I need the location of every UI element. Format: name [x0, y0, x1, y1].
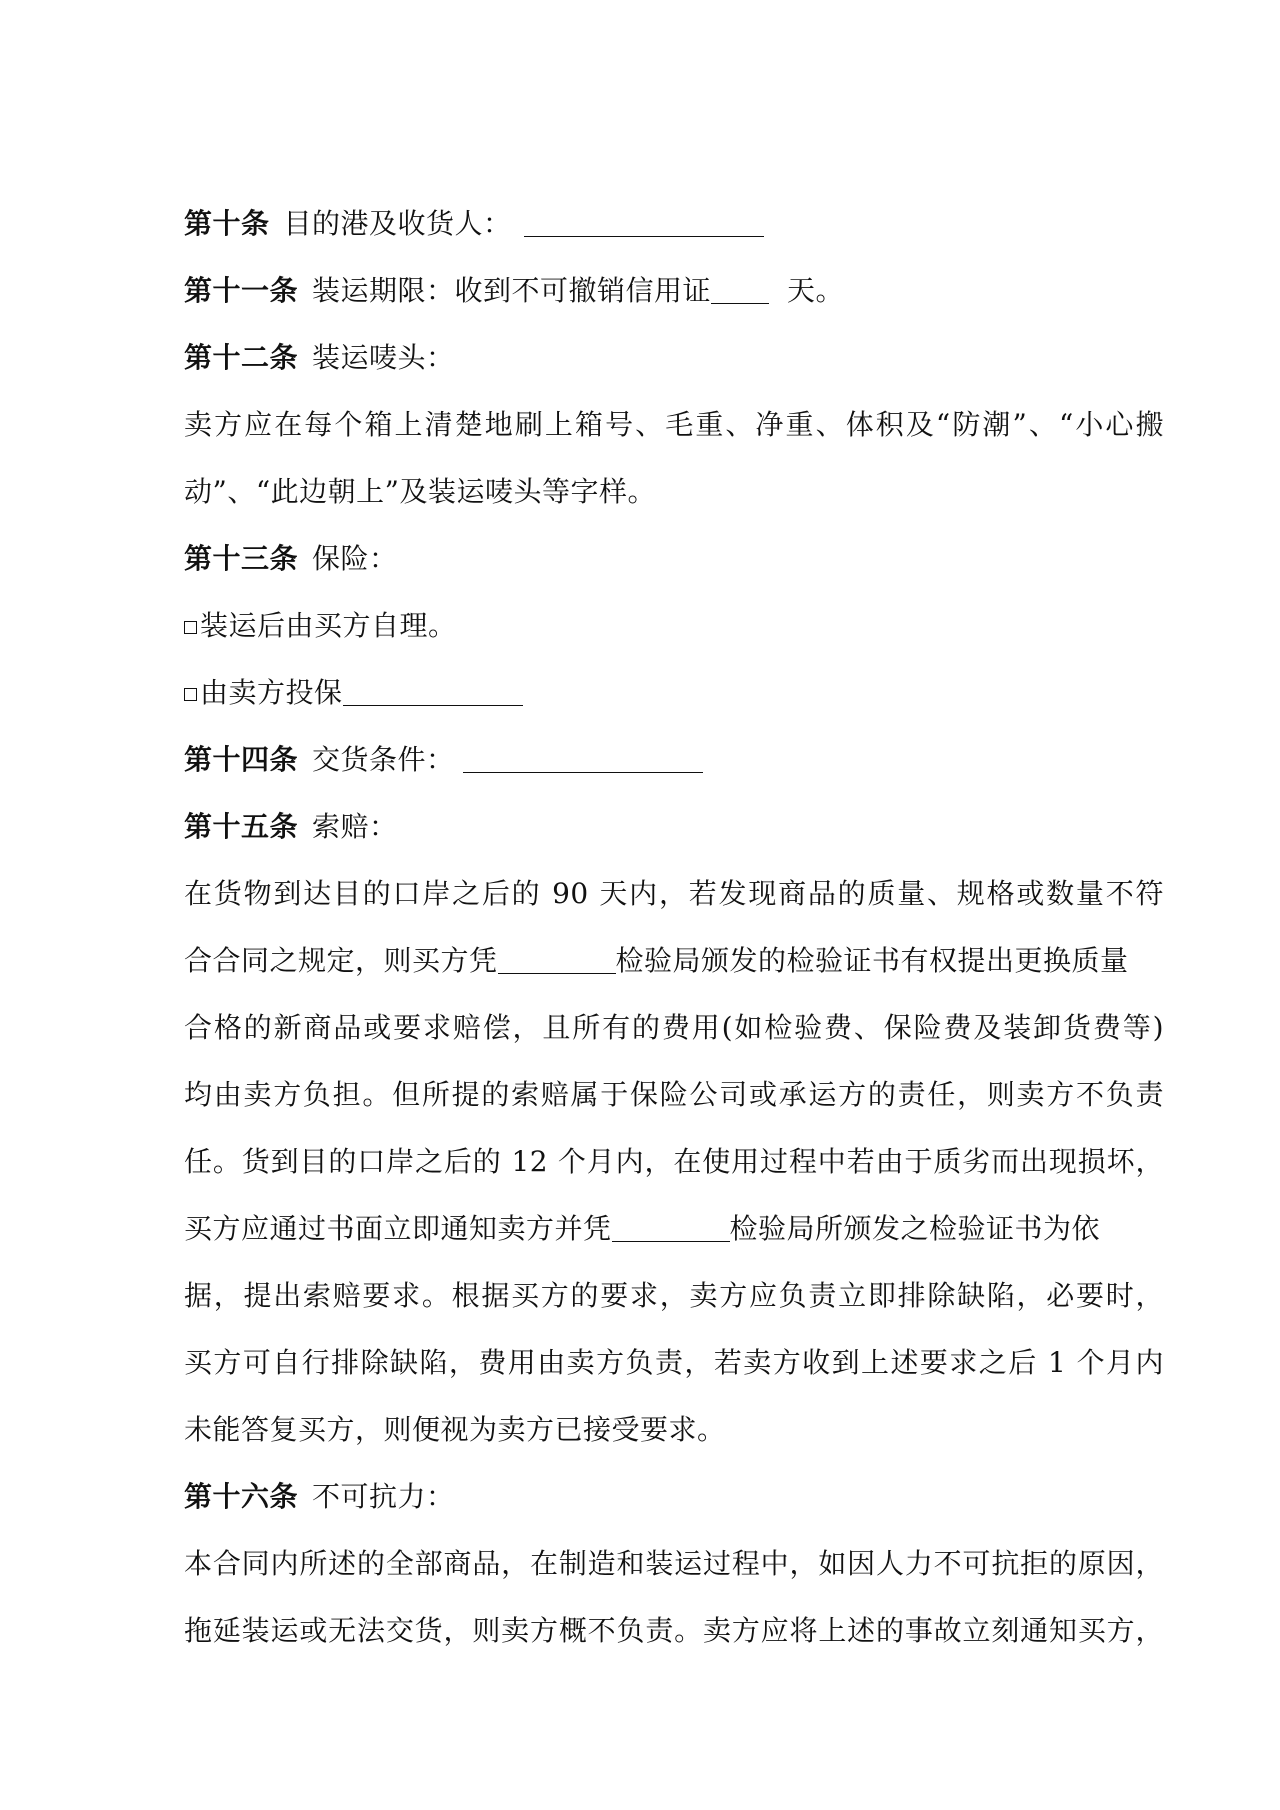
- paragraph-text: 检验局所颁发之检验证书为依: [729, 1212, 1101, 1245]
- paragraph-line: 未能答复买方，则便视为卖方已接受要求。: [184, 1413, 726, 1446]
- article-title: 保险：: [312, 542, 398, 575]
- paragraph-line: 在货物到达目的口岸之后的 90 天内，若发现商品的质量、规格或数量不符: [184, 877, 1164, 910]
- article-title: 交货条件：: [312, 743, 455, 776]
- article-title: 索赔：: [312, 810, 398, 843]
- insurance-option-seller[interactable]: [184, 659, 1164, 726]
- paragraph-line: 卖方应在每个箱上清楚地刷上箱号、毛重、净重、体积及“防潮”、“小心搬: [184, 408, 1164, 441]
- paragraph-line: 合格的新商品或要求赔偿，且所有的费用(如检验费、保险费及装卸货费等): [184, 1011, 1164, 1044]
- article-10: [184, 190, 1164, 257]
- article-number: 第十五条: [184, 810, 299, 843]
- article-title: 不可抗力：: [312, 1480, 455, 1513]
- paragraph-text: 检验局颁发的检验证书有权提出更换质量: [615, 944, 1129, 977]
- article-number: 第十三条: [184, 542, 299, 575]
- article-number: 第十二条: [184, 341, 299, 374]
- paragraph-line: 买方可自行排除缺陷，费用由卖方负责，若卖方收到上述要求之后 1 个月内: [184, 1346, 1164, 1379]
- option-label: 由卖方投保: [200, 676, 343, 709]
- contract-body: [184, 190, 1164, 1664]
- delivery-terms-blank[interactable]: [463, 744, 703, 773]
- article-title: 目的港及收货人：: [283, 207, 512, 240]
- insurance-option-buyer[interactable]: [184, 592, 1164, 659]
- shipment-days-blank[interactable]: [711, 275, 769, 304]
- checkbox-icon[interactable]: [184, 621, 197, 634]
- article-title: 装运唛头：: [312, 341, 455, 374]
- article-number: 第十条: [184, 207, 270, 240]
- article-number: 第十一条: [184, 274, 299, 307]
- paragraph-line: [184, 927, 1164, 994]
- article-number: 第十四条: [184, 743, 299, 776]
- article-number: 第十六条: [184, 1480, 299, 1513]
- paragraph-line: 拖延装运或无法交货，则卖方概不负责。卖方应将上述的事故立刻通知买方，: [184, 1614, 1164, 1647]
- article-12: [184, 324, 1164, 391]
- inspection-bureau-blank[interactable]: [498, 945, 616, 974]
- paragraph-line: 动”、“此边朝上”及装运唛头等字样。: [184, 475, 656, 508]
- paragraph-line: 本合同内所述的全部商品，在制造和装运过程中，如因人力不可抗拒的原因，: [184, 1547, 1164, 1580]
- paragraph-text: 合合同之规定，则买方凭: [184, 944, 498, 977]
- article-16: [184, 1463, 1164, 1530]
- paragraph-line: 任。货到目的口岸之后的 12 个月内，在使用过程中若由于质劣而出现损坏，: [184, 1145, 1164, 1178]
- checkbox-icon[interactable]: [184, 688, 197, 701]
- insurance-blank[interactable]: [343, 677, 523, 706]
- destination-port-blank[interactable]: [524, 208, 764, 237]
- article-13: [184, 525, 1164, 592]
- article-title: 装运期限：收到不可撤销信用证: [312, 274, 712, 307]
- article-text: 天。: [787, 274, 845, 307]
- paragraph-text: 买方应通过书面立即通知卖方并凭: [184, 1212, 612, 1245]
- paragraph-line: 均由卖方负担。但所提的索赔属于保险公司或承运方的责任，则卖方不负责: [184, 1078, 1164, 1111]
- paragraph-line: 据，提出索赔要求。根据买方的要求，卖方应负责立即排除缺陷，必要时，: [184, 1279, 1164, 1312]
- article-15: [184, 793, 1164, 860]
- article-11: [184, 257, 1164, 324]
- paragraph-line: [184, 1195, 1164, 1262]
- option-label: 装运后由买方自理。: [200, 609, 457, 642]
- article-14: [184, 726, 1164, 793]
- inspection-bureau-blank[interactable]: [612, 1213, 730, 1242]
